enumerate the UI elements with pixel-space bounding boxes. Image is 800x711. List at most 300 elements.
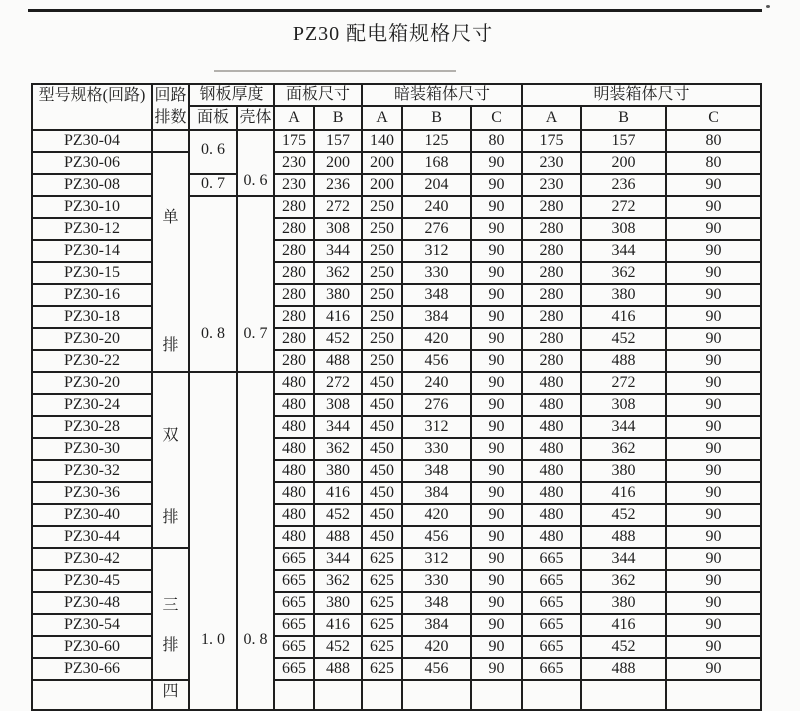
concealed-a-cell: 450	[362, 526, 402, 548]
header-surface-b: B	[581, 106, 666, 130]
table-row	[32, 240, 761, 262]
panel-b-cell	[314, 680, 362, 710]
surface-a-cell	[522, 680, 581, 710]
surface-c-cell: 90	[666, 350, 761, 372]
panel-a-cell: 480	[274, 504, 314, 526]
concealed-c-cell: 90	[471, 284, 522, 306]
panel-thickness-cell	[189, 174, 237, 196]
concealed-b-cell: 330	[402, 438, 471, 460]
concealed-a-cell: 450	[362, 482, 402, 504]
surface-c-cell: 90	[666, 460, 761, 482]
row-group-char: 排	[162, 637, 179, 654]
concealed-a-cell: 140	[362, 130, 402, 152]
surface-c-cell: 90	[666, 570, 761, 592]
concealed-c-cell: 80	[471, 130, 522, 152]
concealed-b-cell: 420	[402, 504, 471, 526]
panel-a-cell: 665	[274, 592, 314, 614]
concealed-b-cell: 168	[402, 152, 471, 174]
concealed-c-cell: 90	[471, 174, 522, 196]
row-group-cell	[152, 130, 189, 152]
concealed-b-cell: 125	[402, 130, 471, 152]
model-cell: PZ30-45	[32, 570, 152, 592]
table-row	[32, 196, 761, 218]
concealed-a-cell: 250	[362, 328, 402, 350]
concealed-c-cell: 90	[471, 262, 522, 284]
concealed-b-cell: 420	[402, 328, 471, 350]
table-row	[32, 152, 761, 174]
surface-c-cell: 90	[666, 548, 761, 570]
page-title: PZ30 配电箱规格尺寸	[292, 23, 494, 45]
concealed-a-cell	[362, 680, 402, 710]
shell-thickness-value: 0. 7	[243, 325, 268, 342]
model-cell: PZ30-16	[32, 284, 152, 306]
model-cell: PZ30-08	[32, 174, 152, 196]
surface-c-cell: 90	[666, 372, 761, 394]
header-circuit-rows-line2: 排数	[154, 109, 187, 126]
model-cell: PZ30-60	[32, 636, 152, 658]
panel-b-cell: 200	[314, 152, 362, 174]
concealed-b-cell: 456	[402, 350, 471, 372]
panel-thickness-cell	[189, 130, 237, 174]
model-cell: PZ30-18	[32, 306, 152, 328]
surface-b-cell: 308	[581, 218, 666, 240]
concealed-c-cell: 90	[471, 350, 522, 372]
concealed-c-cell: 90	[471, 328, 522, 350]
shell-thickness-cell	[237, 196, 274, 372]
surface-a-cell: 230	[522, 152, 581, 174]
surface-c-cell: 90	[666, 636, 761, 658]
model-cell: PZ30-66	[32, 658, 152, 680]
model-cell: PZ30-54	[32, 614, 152, 636]
surface-a-cell: 665	[522, 614, 581, 636]
surface-a-cell: 480	[522, 526, 581, 548]
row-group-cell	[152, 152, 189, 372]
panel-a-cell: 665	[274, 570, 314, 592]
surface-b-cell: 488	[581, 350, 666, 372]
header-surface-c: C	[666, 106, 761, 130]
surface-b-cell: 157	[581, 130, 666, 152]
row-group-cell	[152, 372, 189, 548]
concealed-a-cell: 625	[362, 548, 402, 570]
panel-thickness-value: 1. 0	[201, 631, 225, 648]
table-row	[32, 262, 761, 284]
concealed-c-cell: 90	[471, 570, 522, 592]
table-row	[32, 592, 761, 614]
surface-b-cell: 272	[581, 196, 666, 218]
concealed-b-cell: 420	[402, 636, 471, 658]
panel-a-cell	[274, 680, 314, 710]
scan-artifact-line	[214, 70, 456, 72]
panel-a-cell: 230	[274, 152, 314, 174]
header-surface-a: A	[522, 106, 581, 130]
panel-a-cell: 480	[274, 416, 314, 438]
concealed-c-cell: 90	[471, 504, 522, 526]
panel-b-cell: 362	[314, 438, 362, 460]
panel-b-cell: 236	[314, 174, 362, 196]
surface-a-cell: 480	[522, 482, 581, 504]
concealed-b-cell: 276	[402, 394, 471, 416]
surface-c-cell: 90	[666, 592, 761, 614]
concealed-a-cell: 450	[362, 438, 402, 460]
concealed-c-cell: 90	[471, 636, 522, 658]
panel-thickness-cell	[189, 372, 237, 710]
model-cell: PZ30-28	[32, 416, 152, 438]
header-panel-size: 面板尺寸	[274, 84, 362, 106]
surface-a-cell: 480	[522, 460, 581, 482]
surface-b-cell: 380	[581, 592, 666, 614]
panel-b-cell: 157	[314, 130, 362, 152]
surface-c-cell: 90	[666, 218, 761, 240]
panel-a-cell: 280	[274, 328, 314, 350]
row-group-char: 单	[162, 209, 179, 226]
surface-b-cell: 344	[581, 240, 666, 262]
panel-a-cell: 665	[274, 614, 314, 636]
panel-a-cell: 480	[274, 526, 314, 548]
concealed-b-cell: 276	[402, 218, 471, 240]
table-header	[32, 84, 761, 130]
surface-c-cell: 90	[666, 196, 761, 218]
surface-b-cell: 416	[581, 482, 666, 504]
table-row	[32, 614, 761, 636]
table-row	[32, 284, 761, 306]
panel-b-cell: 344	[314, 548, 362, 570]
panel-thickness-value: 0. 7	[201, 175, 225, 192]
table-row	[32, 394, 761, 416]
concealed-a-cell: 450	[362, 460, 402, 482]
header-panel-b: B	[314, 106, 362, 130]
surface-c-cell: 90	[666, 262, 761, 284]
concealed-a-cell: 250	[362, 284, 402, 306]
surface-a-cell: 480	[522, 438, 581, 460]
table-row	[32, 130, 761, 152]
concealed-a-cell: 200	[362, 152, 402, 174]
concealed-a-cell: 625	[362, 614, 402, 636]
panel-a-cell: 230	[274, 174, 314, 196]
panel-a-cell: 665	[274, 658, 314, 680]
shell-thickness-value: 0. 6	[243, 172, 268, 189]
surface-a-cell: 230	[522, 174, 581, 196]
table-row	[32, 504, 761, 526]
concealed-c-cell: 90	[471, 438, 522, 460]
model-cell: PZ30-12	[32, 218, 152, 240]
surface-a-cell: 480	[522, 394, 581, 416]
panel-b-cell: 380	[314, 460, 362, 482]
table-row	[32, 526, 761, 548]
concealed-b-cell: 456	[402, 658, 471, 680]
spec-table	[31, 83, 762, 711]
scan-artifact-dot	[766, 5, 770, 8]
panel-b-cell: 416	[314, 614, 362, 636]
surface-b-cell: 236	[581, 174, 666, 196]
table-body	[32, 130, 761, 710]
table-row	[32, 350, 761, 372]
panel-b-cell: 362	[314, 570, 362, 592]
header-panel-a: A	[274, 106, 314, 130]
panel-a-cell: 280	[274, 218, 314, 240]
shell-thickness-cell	[237, 130, 274, 196]
panel-b-cell: 344	[314, 240, 362, 262]
panel-b-cell: 380	[314, 284, 362, 306]
table-row	[32, 328, 761, 350]
panel-a-cell: 280	[274, 306, 314, 328]
surface-c-cell: 90	[666, 614, 761, 636]
surface-c-cell: 80	[666, 152, 761, 174]
panel-a-cell: 665	[274, 548, 314, 570]
panel-a-cell: 480	[274, 438, 314, 460]
concealed-b-cell: 240	[402, 372, 471, 394]
row-group-cell	[152, 680, 189, 710]
surface-a-cell: 480	[522, 372, 581, 394]
panel-b-cell: 308	[314, 218, 362, 240]
concealed-c-cell: 90	[471, 394, 522, 416]
model-cell: PZ30-30	[32, 438, 152, 460]
concealed-c-cell	[471, 680, 522, 710]
model-cell: PZ30-40	[32, 504, 152, 526]
surface-b-cell: 362	[581, 262, 666, 284]
surface-a-cell: 665	[522, 592, 581, 614]
surface-a-cell: 665	[522, 570, 581, 592]
surface-a-cell: 280	[522, 350, 581, 372]
surface-c-cell: 90	[666, 658, 761, 680]
surface-a-cell: 280	[522, 218, 581, 240]
surface-c-cell: 90	[666, 482, 761, 504]
header-concealed-a: A	[362, 106, 402, 130]
header-thickness-shell: 壳体	[237, 106, 274, 130]
panel-a-cell: 480	[274, 482, 314, 504]
table-row	[32, 218, 761, 240]
panel-a-cell: 665	[274, 636, 314, 658]
surface-a-cell: 175	[522, 130, 581, 152]
panel-b-cell: 380	[314, 592, 362, 614]
row-group-char: 排	[162, 337, 179, 354]
panel-b-cell: 416	[314, 482, 362, 504]
model-cell: PZ30-42	[32, 548, 152, 570]
concealed-a-cell: 250	[362, 240, 402, 262]
header-concealed-b: B	[402, 106, 471, 130]
panel-b-cell: 272	[314, 196, 362, 218]
surface-b-cell: 380	[581, 460, 666, 482]
surface-b-cell: 380	[581, 284, 666, 306]
table-row	[32, 570, 761, 592]
panel-a-cell: 480	[274, 394, 314, 416]
concealed-c-cell: 90	[471, 460, 522, 482]
header-concealed-box: 暗装箱体尺寸	[362, 84, 522, 106]
panel-b-cell: 488	[314, 526, 362, 548]
surface-a-cell: 280	[522, 196, 581, 218]
surface-c-cell: 90	[666, 328, 761, 350]
surface-a-cell: 665	[522, 658, 581, 680]
panel-thickness-value: 0. 6	[201, 141, 225, 158]
table-row	[32, 372, 761, 394]
concealed-a-cell: 625	[362, 658, 402, 680]
concealed-b-cell: 456	[402, 526, 471, 548]
panel-b-cell: 488	[314, 350, 362, 372]
concealed-b-cell: 330	[402, 570, 471, 592]
surface-b-cell: 344	[581, 416, 666, 438]
surface-b-cell: 272	[581, 372, 666, 394]
concealed-a-cell: 625	[362, 570, 402, 592]
panel-b-cell: 308	[314, 394, 362, 416]
concealed-b-cell: 384	[402, 482, 471, 504]
model-cell: PZ30-06	[32, 152, 152, 174]
surface-b-cell: 488	[581, 658, 666, 680]
concealed-c-cell: 90	[471, 482, 522, 504]
model-cell	[32, 680, 152, 710]
table-row	[32, 460, 761, 482]
concealed-c-cell: 90	[471, 306, 522, 328]
concealed-a-cell: 200	[362, 174, 402, 196]
panel-b-cell: 416	[314, 306, 362, 328]
surface-a-cell: 280	[522, 284, 581, 306]
model-cell: PZ30-48	[32, 592, 152, 614]
surface-c-cell: 90	[666, 504, 761, 526]
concealed-c-cell: 90	[471, 372, 522, 394]
concealed-b-cell: 348	[402, 284, 471, 306]
surface-a-cell: 280	[522, 306, 581, 328]
concealed-a-cell: 250	[362, 218, 402, 240]
concealed-c-cell: 90	[471, 614, 522, 636]
surface-a-cell: 280	[522, 240, 581, 262]
row-group-char: 三	[162, 597, 179, 614]
surface-c-cell: 90	[666, 174, 761, 196]
concealed-c-cell: 90	[471, 526, 522, 548]
surface-b-cell: 362	[581, 438, 666, 460]
panel-a-cell: 280	[274, 196, 314, 218]
model-cell: PZ30-20	[32, 372, 152, 394]
model-cell: PZ30-36	[32, 482, 152, 504]
surface-b-cell	[581, 680, 666, 710]
surface-b-cell: 308	[581, 394, 666, 416]
row-group-char: 四	[162, 683, 179, 700]
concealed-c-cell: 90	[471, 218, 522, 240]
panel-thickness-cell	[189, 196, 237, 372]
surface-c-cell	[666, 680, 761, 710]
surface-c-cell: 80	[666, 130, 761, 152]
surface-b-cell: 416	[581, 614, 666, 636]
panel-b-cell: 362	[314, 262, 362, 284]
concealed-b-cell: 240	[402, 196, 471, 218]
table-row	[32, 680, 761, 710]
table-row	[32, 658, 761, 680]
panel-a-cell: 175	[274, 130, 314, 152]
header-steel-thickness: 钢板厚度	[189, 84, 274, 106]
surface-b-cell: 344	[581, 548, 666, 570]
panel-a-cell: 280	[274, 284, 314, 306]
model-cell: PZ30-14	[32, 240, 152, 262]
header-surface-box: 明装箱体尺寸	[522, 84, 761, 106]
surface-b-cell: 452	[581, 636, 666, 658]
concealed-b-cell: 384	[402, 614, 471, 636]
concealed-b-cell: 312	[402, 240, 471, 262]
model-cell: PZ30-22	[32, 350, 152, 372]
concealed-b-cell: 384	[402, 306, 471, 328]
concealed-c-cell: 90	[471, 592, 522, 614]
model-cell: PZ30-04	[32, 130, 152, 152]
panel-a-cell: 280	[274, 350, 314, 372]
header-thickness-panel: 面板	[189, 106, 237, 130]
surface-b-cell: 452	[581, 504, 666, 526]
row-group-cell	[152, 548, 189, 680]
concealed-a-cell: 250	[362, 306, 402, 328]
concealed-a-cell: 450	[362, 504, 402, 526]
panel-b-cell: 452	[314, 636, 362, 658]
surface-b-cell: 362	[581, 570, 666, 592]
panel-b-cell: 344	[314, 416, 362, 438]
concealed-c-cell: 90	[471, 240, 522, 262]
surface-a-cell: 480	[522, 504, 581, 526]
concealed-c-cell: 90	[471, 416, 522, 438]
model-cell: PZ30-24	[32, 394, 152, 416]
concealed-a-cell: 250	[362, 196, 402, 218]
panel-b-cell: 272	[314, 372, 362, 394]
surface-c-cell: 90	[666, 438, 761, 460]
surface-a-cell: 280	[522, 262, 581, 284]
concealed-a-cell: 450	[362, 394, 402, 416]
header-circuit-rows-line1: 回路	[154, 87, 187, 104]
table-row	[32, 548, 761, 570]
surface-b-cell: 452	[581, 328, 666, 350]
header-concealed-c: C	[471, 106, 522, 130]
concealed-a-cell: 450	[362, 416, 402, 438]
header-circuit-rows	[152, 84, 189, 130]
surface-c-cell: 90	[666, 240, 761, 262]
surface-b-cell: 416	[581, 306, 666, 328]
row-group-char: 排	[162, 509, 179, 526]
panel-b-cell: 452	[314, 504, 362, 526]
surface-b-cell: 200	[581, 152, 666, 174]
shell-thickness-cell	[237, 372, 274, 710]
model-cell: PZ30-44	[32, 526, 152, 548]
concealed-b-cell	[402, 680, 471, 710]
concealed-b-cell: 330	[402, 262, 471, 284]
concealed-b-cell: 312	[402, 548, 471, 570]
panel-thickness-value: 0. 8	[201, 325, 225, 342]
panel-a-cell: 480	[274, 372, 314, 394]
table-row	[32, 482, 761, 504]
top-rule-line	[28, 9, 762, 12]
concealed-b-cell: 204	[402, 174, 471, 196]
panel-b-cell: 488	[314, 658, 362, 680]
surface-a-cell: 665	[522, 548, 581, 570]
table-row	[32, 636, 761, 658]
surface-c-cell: 90	[666, 306, 761, 328]
shell-thickness-value: 0. 8	[243, 631, 268, 648]
model-cell: PZ30-20	[32, 328, 152, 350]
table-row	[32, 174, 761, 196]
concealed-b-cell: 348	[402, 460, 471, 482]
surface-a-cell: 280	[522, 328, 581, 350]
surface-c-cell: 90	[666, 394, 761, 416]
row-group-char: 双	[162, 427, 179, 444]
surface-c-cell: 90	[666, 284, 761, 306]
model-cell: PZ30-10	[32, 196, 152, 218]
concealed-c-cell: 90	[471, 548, 522, 570]
model-cell: PZ30-15	[32, 262, 152, 284]
surface-a-cell: 480	[522, 416, 581, 438]
concealed-c-cell: 90	[471, 658, 522, 680]
concealed-b-cell: 312	[402, 416, 471, 438]
concealed-a-cell: 625	[362, 592, 402, 614]
header-model: 型号规格(回路)	[32, 84, 152, 130]
surface-b-cell: 488	[581, 526, 666, 548]
concealed-a-cell: 250	[362, 350, 402, 372]
surface-a-cell: 665	[522, 636, 581, 658]
panel-a-cell: 280	[274, 240, 314, 262]
panel-a-cell: 480	[274, 460, 314, 482]
surface-c-cell: 90	[666, 416, 761, 438]
concealed-c-cell: 90	[471, 152, 522, 174]
table-row	[32, 306, 761, 328]
